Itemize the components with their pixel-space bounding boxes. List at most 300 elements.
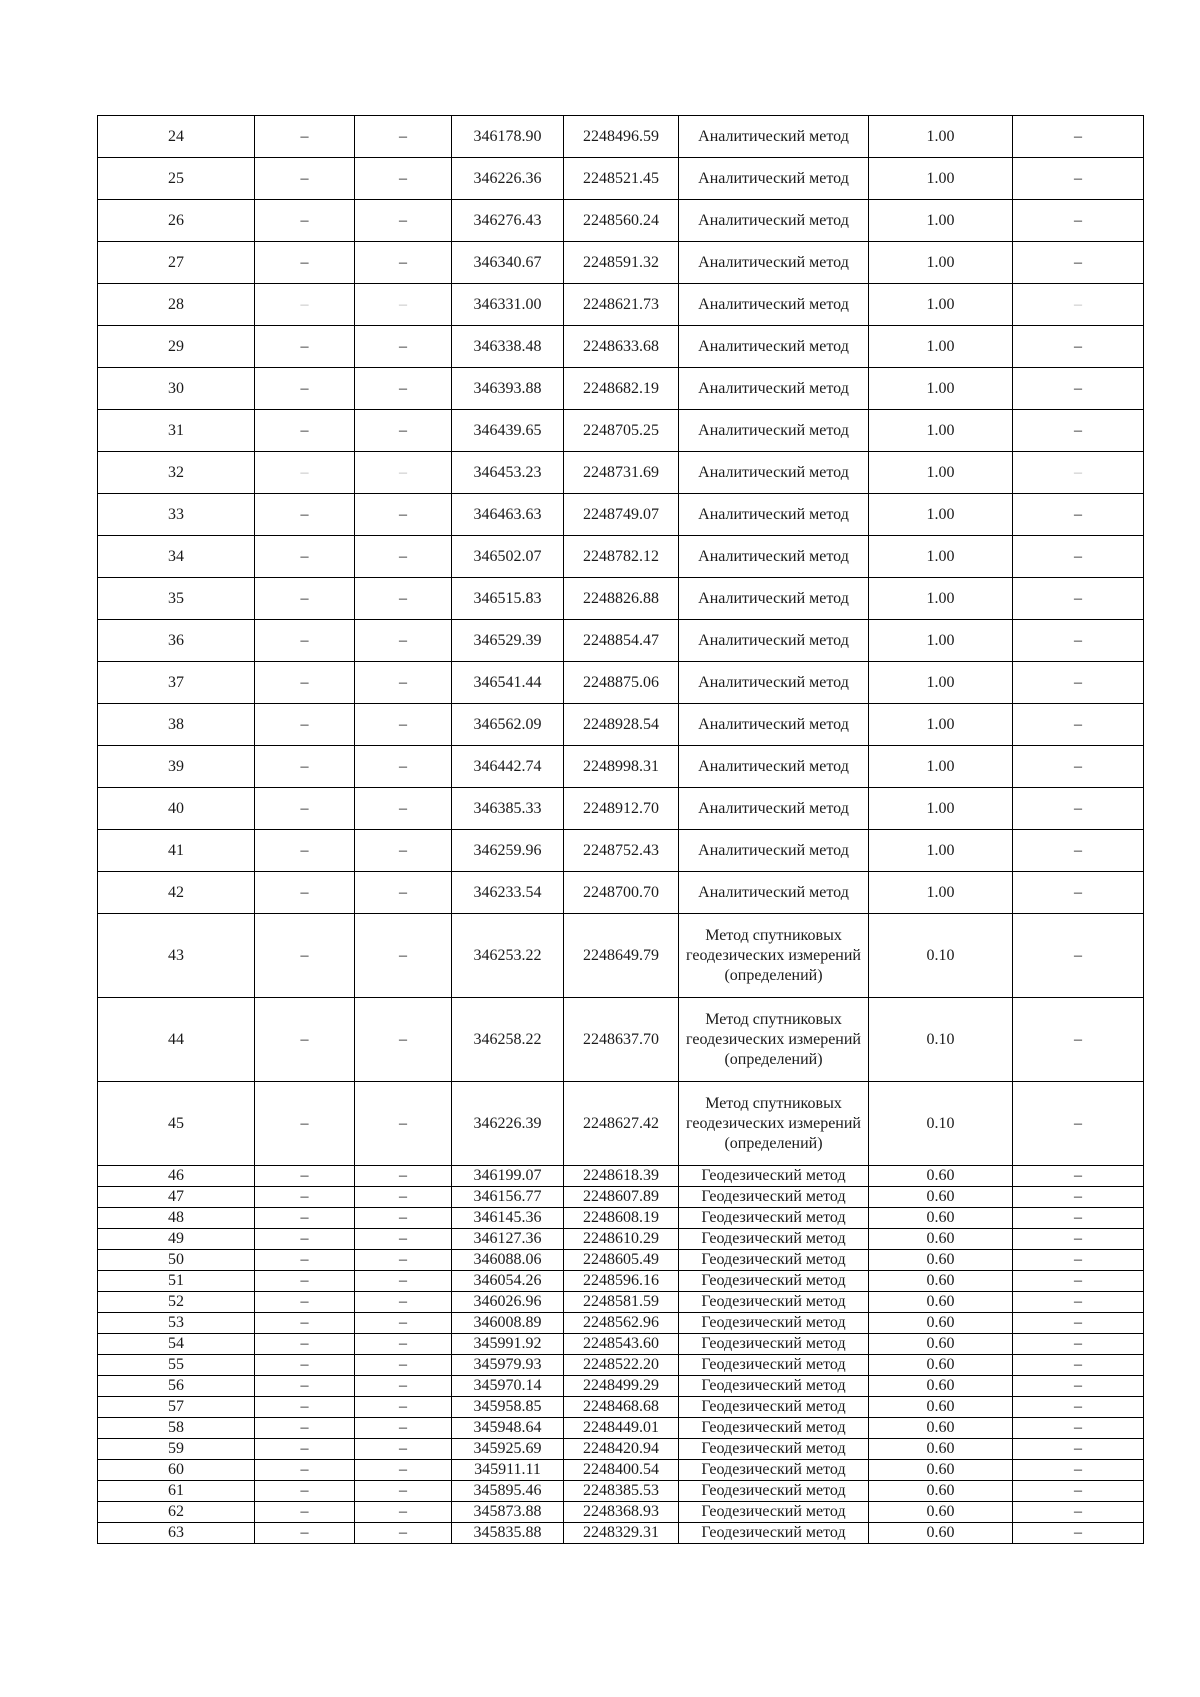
- coordinate-y-cell: 2248596.16: [564, 1271, 679, 1292]
- empty-dash-cell: –: [1013, 536, 1144, 578]
- empty-dash-cell: –: [355, 1334, 452, 1355]
- empty-dash-cell: –: [255, 1502, 355, 1523]
- empty-dash-cell: –: [1013, 242, 1144, 284]
- coordinate-y-cell: 2248749.07: [564, 494, 679, 536]
- table-row: [98, 158, 1144, 200]
- coordinate-y-cell: 2248400.54: [564, 1460, 679, 1481]
- empty-dash-cell: –: [1013, 1229, 1144, 1250]
- point-number-cell: 55: [98, 1355, 255, 1376]
- point-number-cell: 47: [98, 1187, 255, 1208]
- coordinate-y-cell: 2248637.70: [564, 998, 679, 1082]
- coordinate-x-cell: 346226.36: [452, 158, 564, 200]
- coordinate-x-cell: 345925.69: [452, 1439, 564, 1460]
- accuracy-cell: 1.00: [869, 284, 1013, 326]
- coordinate-x-cell: 346463.63: [452, 494, 564, 536]
- method-cell: Геодезический метод: [679, 1397, 869, 1418]
- accuracy-cell: 0.60: [869, 1166, 1013, 1187]
- empty-dash-cell: –: [1013, 158, 1144, 200]
- method-cell: Геодезический метод: [679, 1460, 869, 1481]
- empty-dash-cell: –: [255, 1166, 355, 1187]
- accuracy-cell: 1.00: [869, 830, 1013, 872]
- coordinate-x-cell: 346338.48: [452, 326, 564, 368]
- method-cell: Метод спутниковых геодезических измерений (определений): [679, 1082, 869, 1166]
- method-cell: Геодезический метод: [679, 1250, 869, 1271]
- accuracy-cell: 0.60: [869, 1481, 1013, 1502]
- table-row: [98, 1229, 1144, 1250]
- coordinate-y-cell: 2248591.32: [564, 242, 679, 284]
- empty-dash-cell: –: [255, 242, 355, 284]
- table-row: [98, 1376, 1144, 1397]
- empty-dash-cell: –: [1013, 872, 1144, 914]
- accuracy-cell: 0.60: [869, 1187, 1013, 1208]
- accuracy-cell: 0.60: [869, 1334, 1013, 1355]
- accuracy-cell: 1.00: [869, 158, 1013, 200]
- point-number-cell: 44: [98, 998, 255, 1082]
- empty-dash-cell: –: [1013, 1166, 1144, 1187]
- coordinate-x-cell: 346442.74: [452, 746, 564, 788]
- empty-dash-cell: –: [255, 914, 355, 998]
- coordinate-y-cell: 2248682.19: [564, 368, 679, 410]
- empty-dash-cell: –: [1013, 1502, 1144, 1523]
- empty-dash-cell: –: [255, 452, 355, 494]
- empty-dash-cell: –: [355, 536, 452, 578]
- coordinate-x-cell: 345948.64: [452, 1418, 564, 1439]
- empty-dash-cell: –: [1013, 1523, 1144, 1544]
- empty-dash-cell: –: [1013, 1418, 1144, 1439]
- method-cell: Геодезический метод: [679, 1418, 869, 1439]
- empty-dash-cell: –: [1013, 788, 1144, 830]
- point-number-cell: 48: [98, 1208, 255, 1229]
- method-cell: Аналитический метод: [679, 242, 869, 284]
- accuracy-cell: 0.60: [869, 1502, 1013, 1523]
- empty-dash-cell: –: [1013, 494, 1144, 536]
- coordinate-y-cell: 2248560.24: [564, 200, 679, 242]
- coordinate-x-cell: 346127.36: [452, 1229, 564, 1250]
- table-row: [98, 494, 1144, 536]
- empty-dash-cell: –: [1013, 1481, 1144, 1502]
- accuracy-cell: 0.60: [869, 1250, 1013, 1271]
- coordinates-table: [97, 115, 1144, 1544]
- accuracy-cell: 0.10: [869, 914, 1013, 998]
- empty-dash-cell: –: [1013, 1250, 1144, 1271]
- coordinate-x-cell: 346562.09: [452, 704, 564, 746]
- method-cell: Аналитический метод: [679, 872, 869, 914]
- table-row: [98, 788, 1144, 830]
- empty-dash-cell: –: [355, 872, 452, 914]
- method-cell: Геодезический метод: [679, 1313, 869, 1334]
- coordinate-x-cell: 346276.43: [452, 200, 564, 242]
- method-cell: Аналитический метод: [679, 578, 869, 620]
- method-cell: Геодезический метод: [679, 1187, 869, 1208]
- empty-dash-cell: –: [255, 1481, 355, 1502]
- empty-dash-cell: –: [355, 998, 452, 1082]
- empty-dash-cell: –: [255, 872, 355, 914]
- table-row: [98, 1166, 1144, 1187]
- coordinate-x-cell: 345873.88: [452, 1502, 564, 1523]
- table-row: [98, 1418, 1144, 1439]
- empty-dash-cell: –: [355, 1481, 452, 1502]
- coordinate-y-cell: 2248607.89: [564, 1187, 679, 1208]
- accuracy-cell: 0.60: [869, 1271, 1013, 1292]
- empty-dash-cell: –: [1013, 1292, 1144, 1313]
- table-row: [98, 1082, 1144, 1166]
- coordinate-y-cell: 2248420.94: [564, 1439, 679, 1460]
- empty-dash-cell: –: [255, 536, 355, 578]
- empty-dash-cell: –: [255, 1229, 355, 1250]
- accuracy-cell: 0.60: [869, 1376, 1013, 1397]
- table-row: [98, 914, 1144, 998]
- empty-dash-cell: –: [1013, 1313, 1144, 1334]
- accuracy-cell: 1.00: [869, 494, 1013, 536]
- coordinate-y-cell: 2248468.68: [564, 1397, 679, 1418]
- empty-dash-cell: –: [255, 1292, 355, 1313]
- coordinate-y-cell: 2248998.31: [564, 746, 679, 788]
- coordinate-y-cell: 2248499.29: [564, 1376, 679, 1397]
- point-number-cell: 63: [98, 1523, 255, 1544]
- empty-dash-cell: –: [255, 662, 355, 704]
- accuracy-cell: 0.10: [869, 998, 1013, 1082]
- empty-dash-cell: –: [355, 1418, 452, 1439]
- empty-dash-cell: –: [255, 1334, 355, 1355]
- coordinate-y-cell: 2248912.70: [564, 788, 679, 830]
- accuracy-cell: 0.60: [869, 1397, 1013, 1418]
- coordinate-x-cell: 346439.65: [452, 410, 564, 452]
- point-number-cell: 29: [98, 326, 255, 368]
- empty-dash-cell: –: [255, 1523, 355, 1544]
- coordinate-y-cell: 2248618.39: [564, 1166, 679, 1187]
- empty-dash-cell: –: [1013, 620, 1144, 662]
- coordinate-x-cell: 346541.44: [452, 662, 564, 704]
- point-number-cell: 41: [98, 830, 255, 872]
- point-number-cell: 50: [98, 1250, 255, 1271]
- empty-dash-cell: –: [1013, 284, 1144, 326]
- empty-dash-cell: –: [355, 200, 452, 242]
- empty-dash-cell: –: [255, 116, 355, 158]
- table-row: [98, 578, 1144, 620]
- coordinate-x-cell: 345895.46: [452, 1481, 564, 1502]
- method-cell: Геодезический метод: [679, 1523, 869, 1544]
- table-row: [98, 1502, 1144, 1523]
- empty-dash-cell: –: [355, 704, 452, 746]
- coordinate-y-cell: 2248705.25: [564, 410, 679, 452]
- coordinate-y-cell: 2248928.54: [564, 704, 679, 746]
- table-row: [98, 452, 1144, 494]
- point-number-cell: 33: [98, 494, 255, 536]
- empty-dash-cell: –: [355, 1460, 452, 1481]
- table-row: [98, 368, 1144, 410]
- method-cell: Аналитический метод: [679, 662, 869, 704]
- empty-dash-cell: –: [355, 1502, 452, 1523]
- method-cell: Аналитический метод: [679, 368, 869, 410]
- coordinate-x-cell: 346145.36: [452, 1208, 564, 1229]
- table-row: [98, 1250, 1144, 1271]
- point-number-cell: 32: [98, 452, 255, 494]
- table-body: [98, 116, 1144, 1544]
- empty-dash-cell: –: [1013, 1355, 1144, 1376]
- coordinate-x-cell: 346199.07: [452, 1166, 564, 1187]
- coordinate-x-cell: 345991.92: [452, 1334, 564, 1355]
- empty-dash-cell: –: [355, 116, 452, 158]
- empty-dash-cell: –: [1013, 662, 1144, 704]
- coordinate-y-cell: 2248649.79: [564, 914, 679, 998]
- empty-dash-cell: –: [1013, 998, 1144, 1082]
- coordinate-x-cell: 346393.88: [452, 368, 564, 410]
- coordinate-x-cell: 345911.11: [452, 1460, 564, 1481]
- empty-dash-cell: –: [255, 410, 355, 452]
- empty-dash-cell: –: [355, 662, 452, 704]
- empty-dash-cell: –: [255, 1376, 355, 1397]
- table-row: [98, 1187, 1144, 1208]
- empty-dash-cell: –: [1013, 578, 1144, 620]
- coordinate-y-cell: 2248752.43: [564, 830, 679, 872]
- empty-dash-cell: –: [355, 284, 452, 326]
- empty-dash-cell: –: [255, 1271, 355, 1292]
- empty-dash-cell: –: [255, 1082, 355, 1166]
- coordinate-y-cell: 2248562.96: [564, 1313, 679, 1334]
- coordinate-x-cell: 346515.83: [452, 578, 564, 620]
- empty-dash-cell: –: [1013, 1334, 1144, 1355]
- accuracy-cell: 1.00: [869, 578, 1013, 620]
- table-row: [98, 1208, 1144, 1229]
- table-row: [98, 1460, 1144, 1481]
- accuracy-cell: 0.60: [869, 1418, 1013, 1439]
- coordinate-y-cell: 2248621.73: [564, 284, 679, 326]
- empty-dash-cell: –: [255, 326, 355, 368]
- coordinate-y-cell: 2248449.01: [564, 1418, 679, 1439]
- empty-dash-cell: –: [1013, 1397, 1144, 1418]
- table-row: [98, 620, 1144, 662]
- coordinate-x-cell: 345958.85: [452, 1397, 564, 1418]
- empty-dash-cell: –: [355, 410, 452, 452]
- empty-dash-cell: –: [255, 1355, 355, 1376]
- accuracy-cell: 1.00: [869, 200, 1013, 242]
- method-cell: Аналитический метод: [679, 158, 869, 200]
- empty-dash-cell: –: [1013, 1439, 1144, 1460]
- accuracy-cell: 0.10: [869, 1082, 1013, 1166]
- empty-dash-cell: –: [255, 494, 355, 536]
- table-row: [98, 1355, 1144, 1376]
- method-cell: Геодезический метод: [679, 1355, 869, 1376]
- coordinate-x-cell: 346156.77: [452, 1187, 564, 1208]
- point-number-cell: 61: [98, 1481, 255, 1502]
- point-number-cell: 51: [98, 1271, 255, 1292]
- accuracy-cell: 0.60: [869, 1208, 1013, 1229]
- method-cell: Геодезический метод: [679, 1439, 869, 1460]
- accuracy-cell: 0.60: [869, 1229, 1013, 1250]
- accuracy-cell: 1.00: [869, 746, 1013, 788]
- method-cell: Геодезический метод: [679, 1376, 869, 1397]
- empty-dash-cell: –: [255, 704, 355, 746]
- point-number-cell: 57: [98, 1397, 255, 1418]
- coordinate-x-cell: 346529.39: [452, 620, 564, 662]
- empty-dash-cell: –: [355, 1229, 452, 1250]
- table-row: [98, 326, 1144, 368]
- table-row: [98, 242, 1144, 284]
- accuracy-cell: 0.60: [869, 1523, 1013, 1544]
- point-number-cell: 45: [98, 1082, 255, 1166]
- method-cell: Геодезический метод: [679, 1292, 869, 1313]
- empty-dash-cell: –: [255, 1208, 355, 1229]
- empty-dash-cell: –: [355, 746, 452, 788]
- method-cell: Метод спутниковых геодезических измерений (определений): [679, 998, 869, 1082]
- empty-dash-cell: –: [1013, 116, 1144, 158]
- empty-dash-cell: –: [355, 326, 452, 368]
- empty-dash-cell: –: [355, 158, 452, 200]
- point-number-cell: 28: [98, 284, 255, 326]
- point-number-cell: 42: [98, 872, 255, 914]
- method-cell: Геодезический метод: [679, 1334, 869, 1355]
- table-row: [98, 116, 1144, 158]
- point-number-cell: 49: [98, 1229, 255, 1250]
- empty-dash-cell: –: [355, 1250, 452, 1271]
- empty-dash-cell: –: [355, 1439, 452, 1460]
- coordinate-y-cell: 2248522.20: [564, 1355, 679, 1376]
- empty-dash-cell: –: [355, 788, 452, 830]
- empty-dash-cell: –: [255, 1397, 355, 1418]
- coordinate-y-cell: 2248329.31: [564, 1523, 679, 1544]
- empty-dash-cell: –: [355, 1208, 452, 1229]
- empty-dash-cell: –: [255, 1418, 355, 1439]
- accuracy-cell: 1.00: [869, 662, 1013, 704]
- accuracy-cell: 0.60: [869, 1439, 1013, 1460]
- empty-dash-cell: –: [355, 1082, 452, 1166]
- coordinate-y-cell: 2248605.49: [564, 1250, 679, 1271]
- accuracy-cell: 1.00: [869, 872, 1013, 914]
- empty-dash-cell: –: [255, 1313, 355, 1334]
- coordinate-x-cell: 346385.33: [452, 788, 564, 830]
- empty-dash-cell: –: [355, 914, 452, 998]
- table-row: [98, 872, 1144, 914]
- method-cell: Аналитический метод: [679, 830, 869, 872]
- empty-dash-cell: –: [1013, 1460, 1144, 1481]
- point-number-cell: 59: [98, 1439, 255, 1460]
- empty-dash-cell: –: [255, 158, 355, 200]
- coordinate-y-cell: 2248627.42: [564, 1082, 679, 1166]
- coordinate-x-cell: 346088.06: [452, 1250, 564, 1271]
- coordinate-y-cell: 2248543.60: [564, 1334, 679, 1355]
- accuracy-cell: 1.00: [869, 788, 1013, 830]
- accuracy-cell: 1.00: [869, 536, 1013, 578]
- empty-dash-cell: –: [1013, 410, 1144, 452]
- accuracy-cell: 1.00: [869, 368, 1013, 410]
- accuracy-cell: 1.00: [869, 452, 1013, 494]
- empty-dash-cell: –: [1013, 704, 1144, 746]
- empty-dash-cell: –: [1013, 830, 1144, 872]
- empty-dash-cell: –: [355, 830, 452, 872]
- accuracy-cell: 1.00: [869, 410, 1013, 452]
- coordinate-x-cell: 346340.67: [452, 242, 564, 284]
- method-cell: Аналитический метод: [679, 284, 869, 326]
- point-number-cell: 25: [98, 158, 255, 200]
- method-cell: Геодезический метод: [679, 1271, 869, 1292]
- empty-dash-cell: –: [355, 1313, 452, 1334]
- coordinate-y-cell: 2248854.47: [564, 620, 679, 662]
- coordinate-x-cell: 346178.90: [452, 116, 564, 158]
- empty-dash-cell: –: [355, 368, 452, 410]
- point-number-cell: 30: [98, 368, 255, 410]
- coordinate-x-cell: 346253.22: [452, 914, 564, 998]
- method-cell: Аналитический метод: [679, 326, 869, 368]
- point-number-cell: 26: [98, 200, 255, 242]
- method-cell: Геодезический метод: [679, 1229, 869, 1250]
- coordinate-y-cell: 2248610.29: [564, 1229, 679, 1250]
- accuracy-cell: 1.00: [869, 704, 1013, 746]
- point-number-cell: 54: [98, 1334, 255, 1355]
- point-number-cell: 37: [98, 662, 255, 704]
- empty-dash-cell: –: [355, 242, 452, 284]
- empty-dash-cell: –: [255, 368, 355, 410]
- empty-dash-cell: –: [255, 200, 355, 242]
- accuracy-cell: 1.00: [869, 326, 1013, 368]
- coordinate-y-cell: 2248826.88: [564, 578, 679, 620]
- coordinate-x-cell: 345970.14: [452, 1376, 564, 1397]
- empty-dash-cell: –: [355, 1355, 452, 1376]
- empty-dash-cell: –: [255, 746, 355, 788]
- empty-dash-cell: –: [1013, 1187, 1144, 1208]
- empty-dash-cell: –: [1013, 914, 1144, 998]
- point-number-cell: 39: [98, 746, 255, 788]
- empty-dash-cell: –: [355, 1292, 452, 1313]
- coordinate-y-cell: 2248385.53: [564, 1481, 679, 1502]
- empty-dash-cell: –: [255, 830, 355, 872]
- point-number-cell: 46: [98, 1166, 255, 1187]
- method-cell: Геодезический метод: [679, 1481, 869, 1502]
- table-row: [98, 1292, 1144, 1313]
- point-number-cell: 58: [98, 1418, 255, 1439]
- empty-dash-cell: –: [1013, 368, 1144, 410]
- coordinate-y-cell: 2248633.68: [564, 326, 679, 368]
- table-row: [98, 1334, 1144, 1355]
- empty-dash-cell: –: [255, 998, 355, 1082]
- empty-dash-cell: –: [1013, 1376, 1144, 1397]
- point-number-cell: 53: [98, 1313, 255, 1334]
- accuracy-cell: 1.00: [869, 116, 1013, 158]
- empty-dash-cell: –: [1013, 326, 1144, 368]
- point-number-cell: 24: [98, 116, 255, 158]
- empty-dash-cell: –: [355, 1187, 452, 1208]
- method-cell: Геодезический метод: [679, 1208, 869, 1229]
- table-row: [98, 1481, 1144, 1502]
- empty-dash-cell: –: [355, 1523, 452, 1544]
- accuracy-cell: 1.00: [869, 242, 1013, 284]
- method-cell: Аналитический метод: [679, 200, 869, 242]
- coordinate-y-cell: 2248581.59: [564, 1292, 679, 1313]
- empty-dash-cell: –: [1013, 1082, 1144, 1166]
- coordinate-y-cell: 2248700.70: [564, 872, 679, 914]
- accuracy-cell: 0.60: [869, 1292, 1013, 1313]
- empty-dash-cell: –: [255, 1439, 355, 1460]
- table-row: [98, 1271, 1144, 1292]
- coordinate-x-cell: 346226.39: [452, 1082, 564, 1166]
- point-number-cell: 31: [98, 410, 255, 452]
- coordinate-y-cell: 2248368.93: [564, 1502, 679, 1523]
- coordinate-x-cell: 346054.26: [452, 1271, 564, 1292]
- empty-dash-cell: –: [255, 1250, 355, 1271]
- table-row: [98, 662, 1144, 704]
- coordinate-y-cell: 2248731.69: [564, 452, 679, 494]
- method-cell: Аналитический метод: [679, 410, 869, 452]
- method-cell: Геодезический метод: [679, 1166, 869, 1187]
- method-cell: Аналитический метод: [679, 116, 869, 158]
- table-row: [98, 830, 1144, 872]
- accuracy-cell: 0.60: [869, 1355, 1013, 1376]
- table-row: [98, 1313, 1144, 1334]
- method-cell: Аналитический метод: [679, 746, 869, 788]
- point-number-cell: 34: [98, 536, 255, 578]
- coordinate-x-cell: 346008.89: [452, 1313, 564, 1334]
- empty-dash-cell: –: [1013, 1208, 1144, 1229]
- point-number-cell: 52: [98, 1292, 255, 1313]
